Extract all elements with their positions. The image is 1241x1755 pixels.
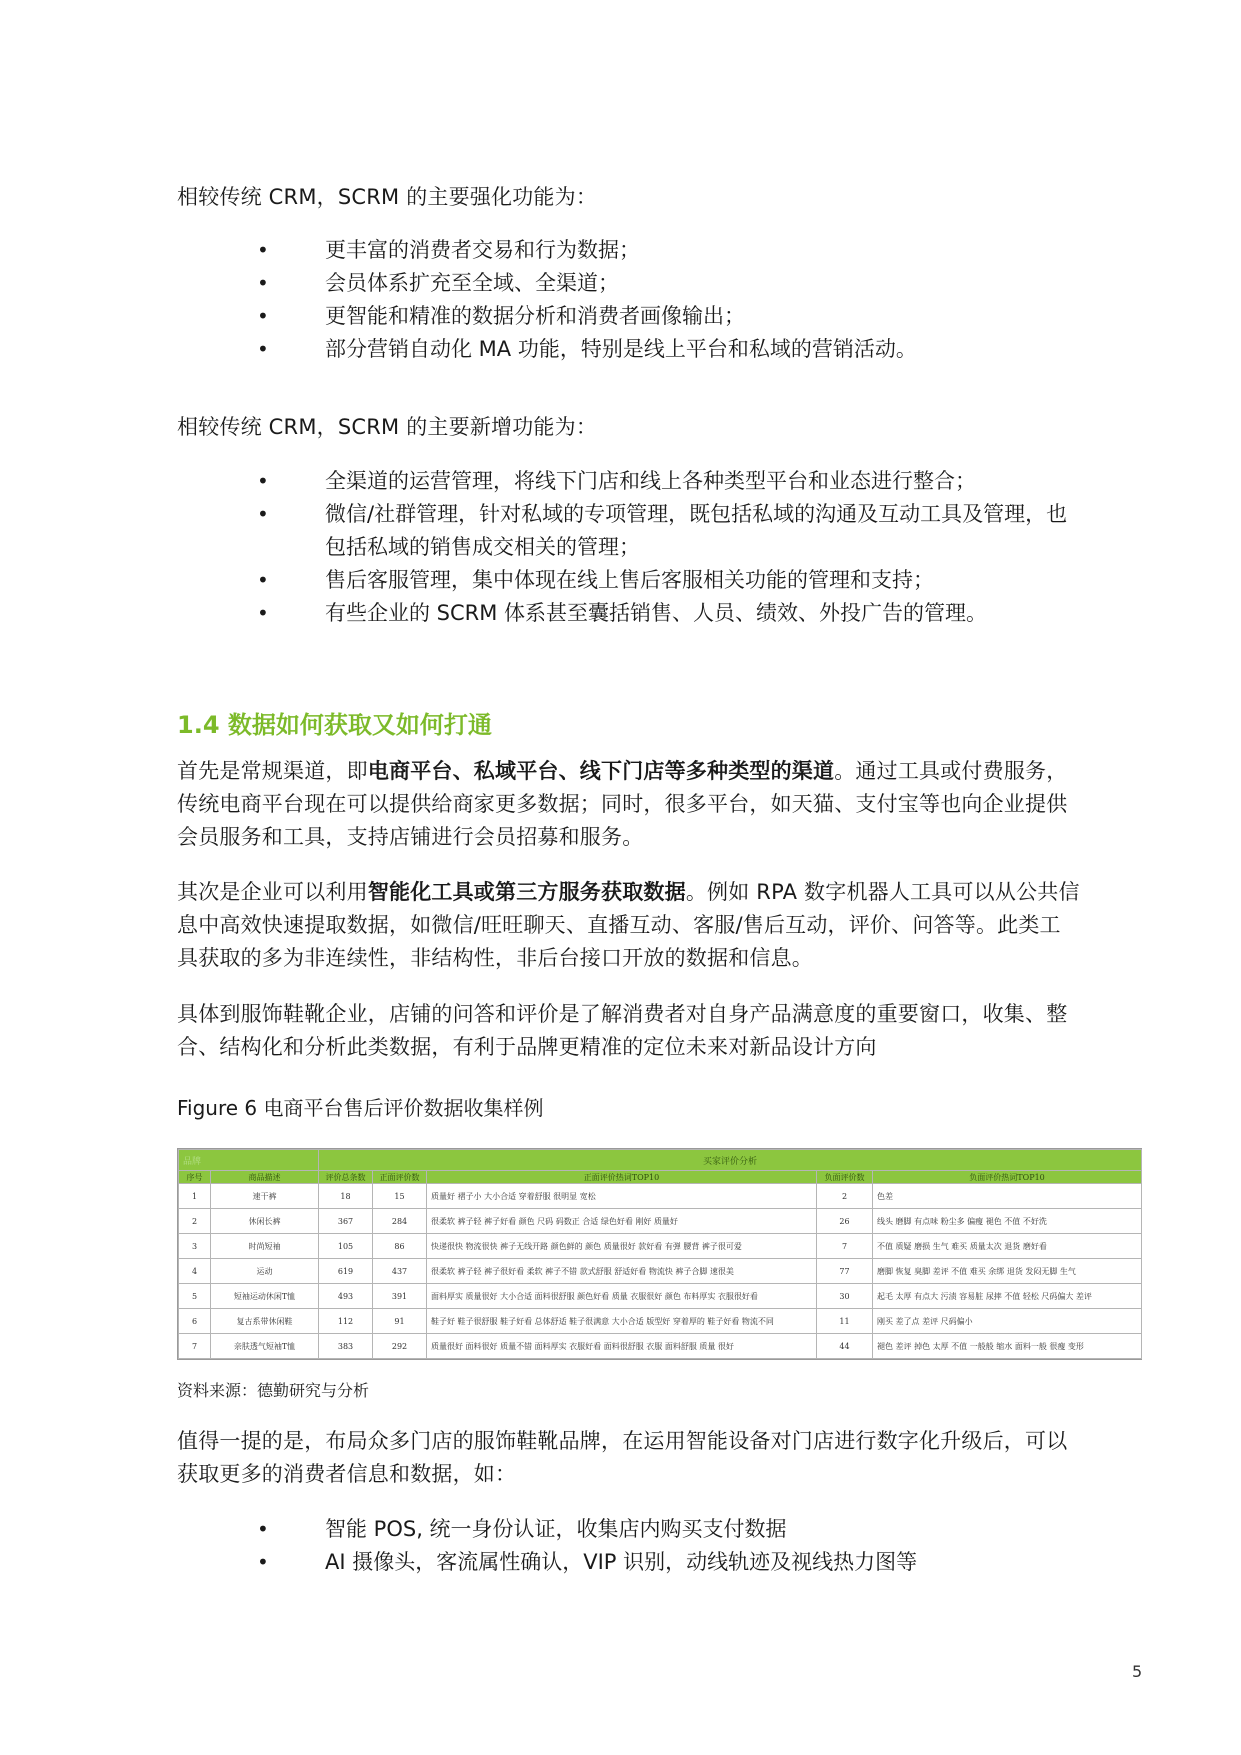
- bullet-icon: •: [257, 469, 269, 493]
- table-row: 2 休闲长裤 367 284 很柔软 裤子轻 裤子好看 颜色 尺码 码数正 合适 绿色好看 刚好 质量好 26 线头 磨脚 有点味 粉尘多 偏瘦 褪色 不值 不好洗: [179, 1209, 1142, 1234]
- table-row: 4 运动 619 437 很柔软 裤子轻 裤子很好看 柔软 裤子不错 款式舒服 舒适好看 物流快 裤子合脚 速很美 77 磨脚 恢复 臭脚 差评 不值 难买 余绑 退货 发闷无脚 生气: [179, 1259, 1142, 1284]
- list-item: • AI 摄像头，客流属性确认，VIP 识别，动线轨迹及视线热力图等: [177, 1546, 1142, 1579]
- column-header: 正面评价热词TOP10: [427, 1171, 817, 1184]
- bullet-icon: •: [257, 238, 269, 262]
- column-header: 正面评价数: [373, 1171, 427, 1184]
- list-item: • 有些企业的 SCRM 体系甚至囊括销售、人员、绩效、外投广告的管理。: [177, 597, 1142, 630]
- column-header: 评价总条数: [319, 1171, 373, 1184]
- bullet-icon: •: [257, 568, 269, 592]
- column-header: 商品描述: [211, 1171, 319, 1184]
- list-item: • 部分营销自动化 MA 功能，特别是线上平台和私域的营销活动。: [177, 333, 1142, 366]
- list-item: • 智能 POS, 统一身份认证，收集店内购买支付数据: [177, 1513, 1142, 1546]
- page-number: 5: [1132, 1662, 1143, 1681]
- bullet-icon: •: [257, 502, 269, 526]
- bullet-icon: •: [257, 1550, 269, 1574]
- table-row: 6 复古系带休闲鞋 112 91 鞋子好 鞋子很舒服 鞋子好看 总体舒适 鞋子很满意 大小合适 版型好 穿着厚的 鞋子好看 物流不同 11 刚买 差了点 差评 尺码偏小: [179, 1309, 1142, 1334]
- table-row: 3 时尚短袖 105 86 快递很快 物流很快 裤子无线开路 颜色鲜的 颜色 质量很好 款好看 有弹 腰背 裤子很可爱 7 不值 质疑 磨损 生气 难买 质量太次 退货 磨好看: [179, 1234, 1142, 1259]
- review-table: [178, 1149, 1142, 1359]
- emphasis: 智能化工具或第三方服务获取数据: [367, 880, 686, 904]
- section-heading: 1.4 数据如何获取又如何打通: [177, 711, 492, 739]
- table-row: 7 亲肤透气短袖T恤 383 292 质量很好 面料很好 质量不错 面料厚实 衣服好看 面料很舒服 衣服 面料舒服 质量 很好 44 褪色 差评 掉色 太厚 不值 一般般 缩水 面料一般 很瘦 变形: [179, 1334, 1142, 1359]
- bullet-icon: •: [257, 1517, 269, 1541]
- column-header: 负面评价热词TOP10: [873, 1171, 1142, 1184]
- emphasis: 电商平台、私域平台、线下门店等多种类型的渠道: [367, 759, 835, 783]
- new-list: [177, 465, 1142, 630]
- column-header: 序号: [179, 1171, 211, 1184]
- paragraph-tools: 其次是企业可以利用智能化工具或第三方服务获取数据。例如 RPA 数字机器人工具可以从公共信 息中高效快速提取数据，如微信/旺旺聊天、直播互动、客服/售后互动，评价、问答等。此类工 具获取的多为非连续性，非结构性，非后台接口开放的数据和信息。: [177, 880, 1080, 970]
- table-row: 5 短袖运动休闲T恤 493 391 面料厚实 质量很好 大小合适 面料很舒服 颜色好看 质量 衣服很好 颜色 布料厚实 衣服很好看 30 起毛 太厚 有点大 污渍 容易脏 尿摔 不值 轻松 尺码偏大 差评: [179, 1284, 1142, 1309]
- list-item: • 会员体系扩充至全域、全渠道；: [177, 267, 1142, 300]
- table-corner: 品牌: [179, 1150, 319, 1171]
- figure-title: Figure 6 电商平台售后评价数据收集样例: [177, 1096, 544, 1120]
- source-note: 资料来源：德勤研究与分析: [177, 1381, 370, 1400]
- intro-new: 相较传统 CRM，SCRM 的主要新增功能为：: [177, 415, 598, 439]
- list-item: • 微信/社群管理，针对私域的专项管理，既包括私域的沟通及互动工具及管理，也: [177, 498, 1142, 531]
- paragraph-channels: 首先是常规渠道，即电商平台、私域平台、线下门店等多种类型的渠道。通过工具或付费服务， 传统电商平台现在可以提供给商家更多数据；同时，很多平台，如天猫、支付宝等也向企业提供 会员服务和工具，支持店铺进行会员招募和服务。: [177, 759, 1068, 849]
- paragraph-stores: 值得一提的是，布局众多门店的服饰鞋靴品牌，在运用智能设备对门店进行数字化升级后，可以 获取更多的消费者信息和数据，如：: [177, 1429, 1068, 1486]
- list-item: • 全渠道的运营管理，将线下门店和线上各种类型平台和业态进行整合；: [177, 465, 1142, 498]
- bullet-icon: •: [257, 304, 269, 328]
- list-item-continuation: 包括私域的销售成交相关的管理；: [325, 535, 640, 559]
- list-item: • 更丰富的消费者交易和行为数据；: [177, 234, 1142, 267]
- paragraph-apparel: 具体到服饰鞋靴企业，店铺的问答和评价是了解消费者对自身产品满意度的重要窗口，收集、整 合、结构化和分析此类数据，有利于品牌更精准的定位未来对新品设计方向: [177, 1002, 1068, 1059]
- table-banner-row: [179, 1150, 1142, 1171]
- table-header-row: [179, 1171, 1142, 1184]
- column-header: 负面评价数: [817, 1171, 873, 1184]
- list-item: • 更智能和精准的数据分析和消费者画像输出；: [177, 300, 1142, 333]
- store-device-list: [177, 1513, 1142, 1579]
- table-banner: 买家评价分析: [319, 1150, 1142, 1171]
- bullet-icon: •: [257, 337, 269, 361]
- bullet-icon: •: [257, 601, 269, 625]
- intro-enhanced: 相较传统 CRM，SCRM 的主要强化功能为：: [177, 185, 598, 209]
- table-row: 1 速干裤 18 15 质量好 褶子小 大小合适 穿着舒服 很明显 宽松 2 色差: [179, 1184, 1142, 1209]
- list-item: • 售后客服管理，集中体现在线上售后客服相关功能的管理和支持；: [177, 564, 1142, 597]
- bullet-icon: •: [257, 271, 269, 295]
- enhanced-list: [177, 234, 1142, 366]
- review-table-figure: [177, 1148, 1142, 1360]
